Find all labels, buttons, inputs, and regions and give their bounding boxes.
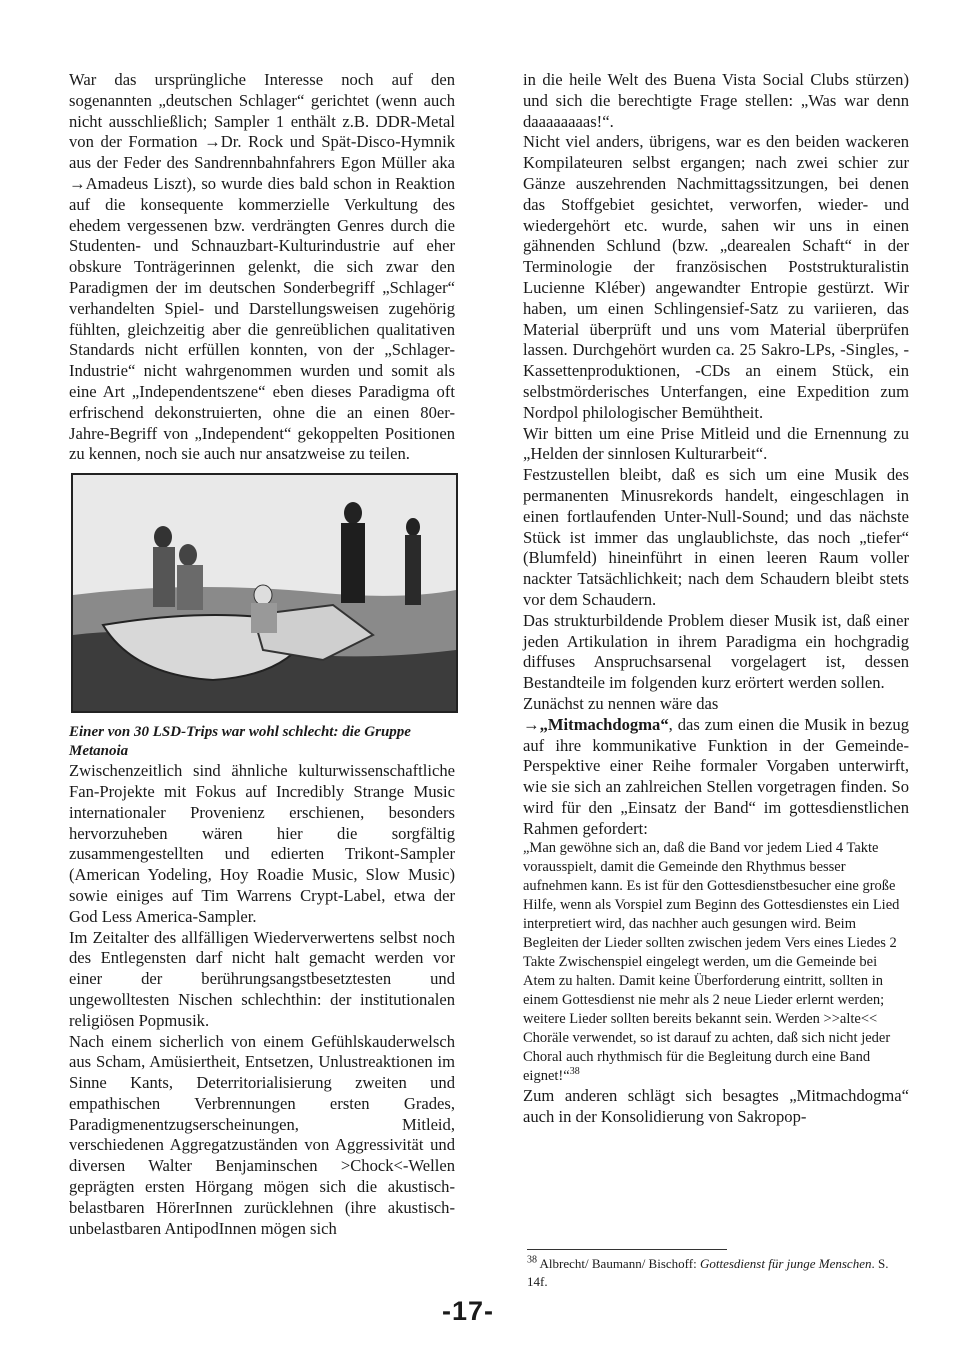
footnote bbox=[527, 1255, 907, 1291]
right-column bbox=[523, 70, 909, 1128]
paragraph: in die heile Welt des Buena Vista Social Clubs stürzen) und sich die berechtigte Frage stellen: „Was war denn daaaaaaaas!“. bbox=[523, 70, 909, 131]
paragraph: Wir bitten um eine Prise Mitleid und die Ernennung zu „Helden der sinnlosen Kulturarbeit“. bbox=[523, 423, 909, 464]
paragraph: Zwischenzeitlich sind ähnliche kulturwissenschaftliche Fan-Projekte mit Fokus auf Incredibly Strange Music internationaler Provenienz erschienen, besonders hervorzuheben wären hier die sorgfältig zusammengestellten und edierten Trikont-Sampler (American Yodeling, Hoy Roadie Music, Slow Music) sowie einiges auf Tim Warrens Crypt-Label, etwa der God Less America-Sampler. bbox=[69, 761, 455, 926]
paragraph: Zum anderen schlägt sich besagtes „Mitmachdogma“ auch in der Konsolidierung von Sakropop- bbox=[523, 1086, 909, 1127]
footnote-authors: Albrecht/ Baumann/ Bischoff: bbox=[537, 1256, 700, 1271]
footnote-ref: 38 bbox=[569, 1066, 580, 1078]
paragraph: Das strukturbildende Problem dieser Musik ist, daß einer jeden Artikulation in ihrem Paradigma ein hochgradig diffuses Anspruchsarsenal vorgelagert ist, dessen Bestandteile im folgenden kurz erörtert werden sollen. bbox=[523, 610, 909, 693]
photo-caption: Einer von 30 LSD-Trips war wohl schlecht: die Gruppe Metanoia bbox=[69, 724, 411, 760]
paragraph-text: , das zum einen die Musik in bezug auf ihre kommunikative Funktion in der Gemeinde-Perspektive einer Reihe formaler Vorgaben unterwirft, wie sie sich an zahlreichen Stellen vorgetragen finden. So wird für den „Einsatz der Band“ im gottesdienstlichen Rahmen gefordert: bbox=[523, 714, 909, 838]
footnote-title: Gottesdienst für junge Menschen bbox=[699, 1256, 872, 1271]
band-photo bbox=[71, 473, 458, 713]
footnote-number: 38 bbox=[527, 1254, 537, 1266]
section-heading: →„Mitmachdogma“ bbox=[523, 714, 669, 734]
left-column bbox=[69, 70, 455, 1239]
paragraph: War das ursprüngliche Interesse noch auf den sogenannten „deutschen Schlager“ gerichtet (wenn auch nicht ausschließlich; Sampler 1 enthält z.B. DDR-Metal von der Formation →Dr. Rock und Spät-Disco-Hymnik aus der Feder des Sandrennbahnfahrers Egon Müller aka →Amadeus Liszt), so wurde dies bald schon in Reaktion auf die konsequente kommerzielle Verkultung des ehedem vergessenen bzw. verdrängten Genres durch die Studenten- und Schnauzbart-Kulturindustrie auf eher obskure Tonträgerinnen gelenkt, die sich zwar den Paradigmen der im deutschen Sonderbegriff „Schlager“ verhandelten Spiel- und Darstellungsweisen zugehörig fühlten, gleichzeitig aber die genreüblichen qualitativen Standards nicht erfüllen konnten, von der „Schlager-Industrie“ nicht wahrgenommen wurden und somit als eine Art „Independentszene“ eben dieses Paradigma oft erfrischend dekonstruierten, ohne die an einen 80er-Jahre-Begriff von „Independent“ gekoppelten Positionen zu kennen, noch sie auch nur ansatzweise zu teilen. bbox=[69, 70, 455, 464]
band-photo-illustration bbox=[73, 475, 456, 711]
paragraph: Zunächst zu nennen wäre das bbox=[523, 693, 719, 713]
paragraph: Nicht viel anders, übrigens, war es den beiden wackeren Kompilateuren selbst ergangen; nach zwei schier zur Gänze auszehrenden Nachmittagssitzungen, bei denen das Stoffgebiet gesichtet, verworfen, wieder- und wiedergehört etc. wurde, sahen wir uns in einen gähnenden Schlund (bzw. „dearealen Schaft“ in der Terminologie der französischen Poststrukturalistin Lucienne Kléber) angewandter Entropie gestürzt. Wir haben, um einen Schlingensief-Satz zu variieren, das Material überprüft und uns vom Material überprüfen lassen. Durchgehört wurden ca. 25 Sakro-LPs, -Singles, -Kassettenproduktionen, -CDs an einem Stück, ein selbstmörderisches Unterfangen, eine Expedition zum Nordpol philologischer Bemühtheit. bbox=[523, 132, 909, 422]
paragraph: Festzustellen bleibt, daß es sich um eine Musik des permanenten Minusrekords handelt, eingeschlagen in einen fortlaufenden Unter-Null-Sound; und das nächste Stück ist immer das unglaublichste, das noch „tiefer“ (Blumfeld) hineinführt in einen leeren Raum voller nackter Tatsächlichkeit; nach dem Schaudern bleibt stets vor dem Schaudern. bbox=[523, 465, 909, 609]
block-quote bbox=[523, 839, 909, 1086]
page-number: -17- bbox=[442, 1296, 495, 1326]
footnote-page: . S. 14f. bbox=[527, 1256, 889, 1289]
quote-text: „Man gewöhne sich an, daß die Band vor jedem Lied 4 Takte vorausspielt, damit die Gemeinde den Rhythmus besser aufnehmen kann. Es ist für den Gottesdienstbesucher eine große Hilfe, wenn als Vorspiel zum Beginn des Gottesdienstes ein Lied interpretiert wird, das nachher auch gesungen wird. Beim Begleiten der Lieder sollten zwischen jedem Vers eines Liedes 2 Takte Zwischenspiel eingelegt werden, um die Gemeinde bei Atem zu halten. Damit keine Überforderung eintritt, sollten in einem Gottesdienst nie mehr als 2 neue Lieder erlernt werden; weitere Lieder sollten bereits bekannt sein. Werden >>alte<< Choräle verwendet, so ist darauf zu achten, daß sich nicht jeder Choral auch rhythmisch für die Begleitung durch eine Band eignet!“ bbox=[523, 840, 900, 1085]
paragraph: Im Zeitalter des allfälligen Wiederverwertens selbst noch des Entlegensten darf nicht halt gemacht werden vor einer der berührungsangstbesetztesten und ungewolltesten Nischen schlechthin: der institutionalen religiösen Popmusik. bbox=[69, 927, 455, 1030]
paragraph: Nach einem sicherlich von einem Gefühlskauderwelsch aus Scham, Amüsiertheit, Entsetzen, Unlustreaktionen im Sinne Kants, Deterritorialisierung zweiten und empathischen Verbrennungen ersten Grades, Paradigmenentzugserscheinungen, Mitleid, verschiedenen Aggregatzuständen von Aggressivität und diversen Walter Benjaminschen >Chock<-Wellen geprägten ersten Hörgang mögen sich die akustisch-belastbaren HörerInnen zurücklehnen (ihre akustisch-unbelastbaren AntipodInnen mögen sich bbox=[69, 1031, 455, 1238]
footnote-divider bbox=[527, 1249, 727, 1250]
paragraph bbox=[523, 715, 909, 840]
